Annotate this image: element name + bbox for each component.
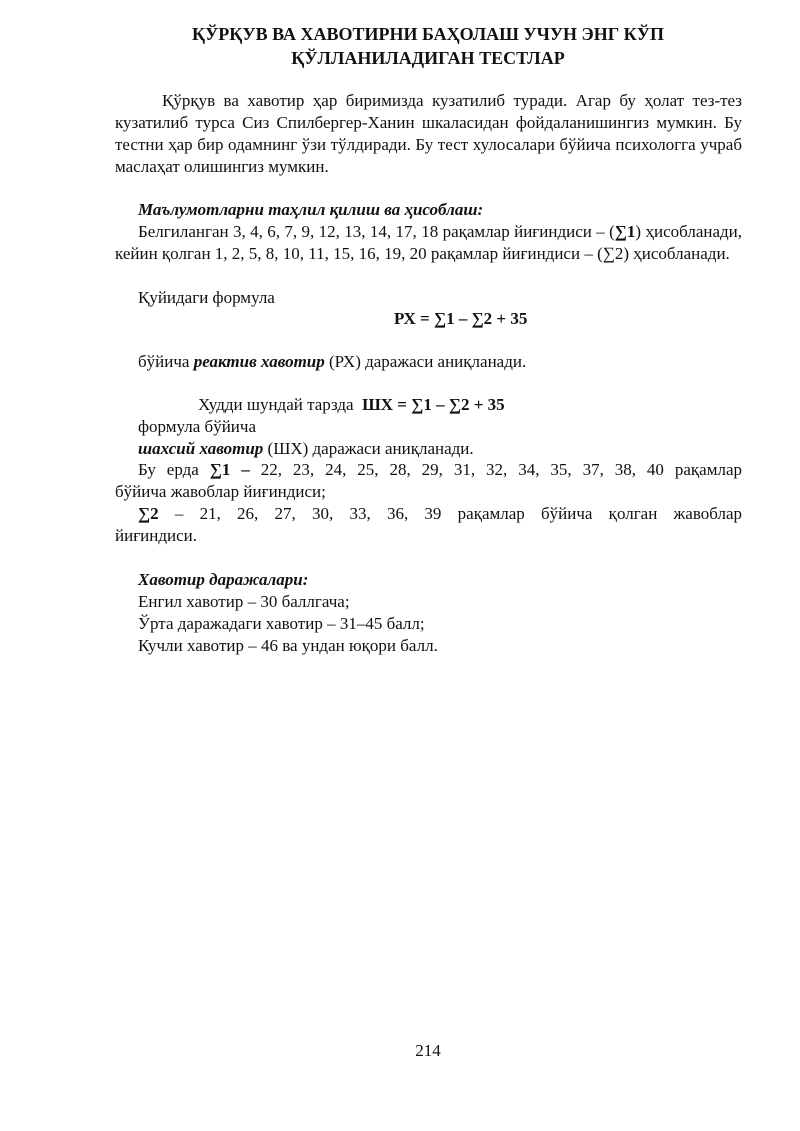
formula-intro: Қуйидаги формула xyxy=(138,288,275,307)
levels-heading: Хавотир даражалари: xyxy=(138,570,309,589)
here-line xyxy=(115,459,742,481)
here-sum1: ∑1 – xyxy=(209,460,250,479)
sum1-symbol: ∑1 xyxy=(614,222,636,241)
here-text-b: 22, 23, 24, 25, 28, 29, 31, 32, 34, 35, 37, 38, 40 рақамлар xyxy=(249,460,743,479)
formula-by: формула бўйича xyxy=(138,417,256,436)
title-line-1: ҚЎРҚУВ ВА ХАВОТИРНИ БАҲОЛАШ УЧУН ЭНГ КЎП xyxy=(192,24,664,44)
rx-text-b: (РХ) даражаси аниқланади. xyxy=(324,352,527,371)
level-item-moderate: Ўрта даражадаги хавотир – 31–45 балл; xyxy=(138,614,425,633)
sum2-line-2: йиғиндиси. xyxy=(115,526,198,545)
rx-text-a: бўйича xyxy=(138,352,194,371)
analysis-heading: Маълумотларни таҳлил қилиш ва ҳисоблаш: xyxy=(138,200,484,219)
intro-paragraph: Қўрқув ва хавотир ҳар биримизда кузатилиб туради. Агар бу ҳолат тез-тез кузатилиб турса Сиз Спилбергер-Ханин шкаласидан фойдаланишингиз мумкин. Бу тестни ҳар бир одамнинг ўзи тўлдиради. Бу тест хулосалари бўйича психологга учраб маслаҳат олишингиз мумкин. xyxy=(115,91,742,176)
rx-description xyxy=(138,351,526,373)
title-line-2: ҚЎЛЛАНИЛАДИГАН ТЕСТЛАР xyxy=(291,48,565,68)
sh-description xyxy=(138,438,474,460)
rx-term: реактив хавотир xyxy=(193,352,325,371)
page-title xyxy=(100,22,756,70)
sum2-text-a: – 21, 26, 27, 30, 33, 36, 39 рақамлар бўйича қолган жавоблар xyxy=(158,504,742,523)
formula-rx: РХ = ∑1 – ∑2 + 35 xyxy=(394,309,528,328)
formula-sh-line xyxy=(198,394,505,416)
sum2-line xyxy=(115,503,742,525)
page-number: 214 xyxy=(415,1041,441,1060)
formula-sh: ШХ = ∑1 – ∑2 + 35 xyxy=(362,395,505,414)
analysis-text-b: ) ҳисобланади, кейин қолган 1, 2, 5, 8, 10, 11, 15, 16, 19, 20 рақамлар йиғиндиси – (∑2) ҳисобланади. xyxy=(115,222,743,263)
level-item-mild: Енгил хавотир – 30 баллгача; xyxy=(138,592,350,611)
here-text-a: Бу ерда xyxy=(138,460,210,479)
analysis-text-a: Белгиланган 3, 4, 6, 7, 9, 12, 13, 14, 17, 18 рақамлар йиғиндиси – ( xyxy=(138,222,615,241)
sh-term: шахсий хавотир xyxy=(138,439,264,458)
level-item-severe: Кучли хавотир – 46 ва ундан юқори балл. xyxy=(138,636,438,655)
here-line-2: бўйича жавоблар йиғиндиси; xyxy=(115,482,326,501)
sum2-label: ∑2 xyxy=(138,504,159,523)
sh-text-b: (ШХ) даражаси аниқланади. xyxy=(263,439,474,458)
analysis-paragraph xyxy=(115,221,742,265)
similar-text: Худди шундай тарзда xyxy=(198,395,354,414)
